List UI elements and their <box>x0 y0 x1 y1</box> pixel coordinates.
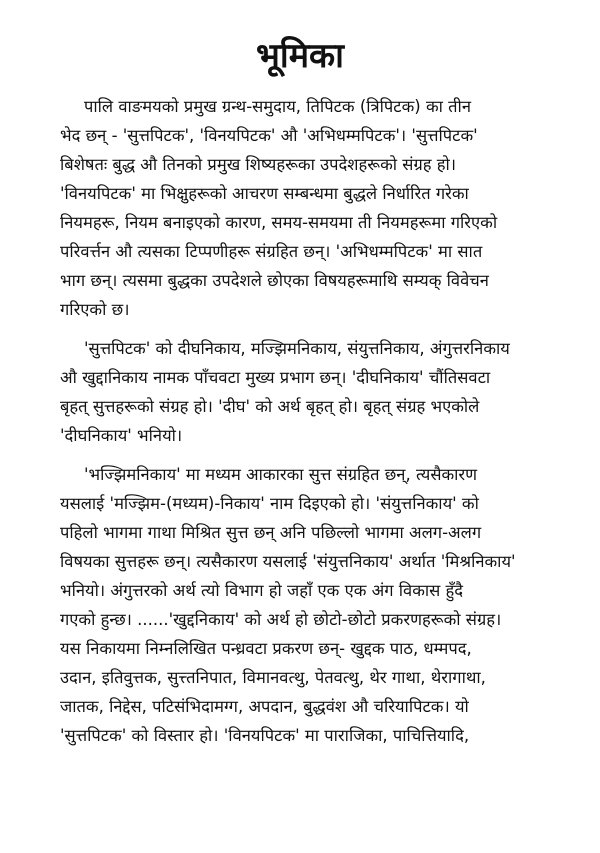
text-line: विषयका सुत्तहरू छन्। त्यसैकारण यसलाई 'संयुत्तनिकाय' अर्थात 'मिश्रनिकाय' <box>60 552 516 571</box>
text-line: भाग छन्। त्यसमा बुद्धका उपदेशले छोएका विषयहरूमाथि सम्यक् विवेचन <box>60 271 489 290</box>
text-line: 'भज्झिमनिकाय' मा मध्यम आकारका सुत्त संग्रहित छन्, त्यसैकारण <box>84 465 478 484</box>
text-line: बिशेषतः बुद्ध औ तिनको प्रमुख शिष्यहरूका उपदेशहरूको संग्रह हो। <box>60 155 457 174</box>
text-line: पहिलो भागमा गाथा मिश्रित सुत्त छन् अनि पछिल्लो भागमा अलग-अलग <box>60 523 482 542</box>
text-line: उदान, इतिवुत्तक, सुत्त्तनिपात, विमानवत्थु, पेतवत्थु, थेर गाथा, थेरागाथा, <box>60 668 486 687</box>
text-line: गएको हुन्छ। ......'खुद्दनिकाय' को अर्थ हो छोटो-छोटो प्रकरणहरूको संग्रह। <box>60 610 502 629</box>
paragraph-2 <box>60 334 560 450</box>
text-line: बृहत् सुत्तहरूको संग्रह हो। 'दीघ' को अर्थ बृहत् हो। बृहत् संग्रह भएकोले <box>60 397 480 416</box>
text-line: यस निकायमा निम्नलिखित पन्ध्रवटा प्रकरण छन्- खुद्दक पाठ, धम्मपद, <box>60 639 472 658</box>
page-title: भूमिका <box>256 36 344 76</box>
text-line: परिवर्त्तन औ त्यसका टिप्पणीहरू संग्रहित छन्। 'अभिधम्मपिटक' मा सात <box>60 242 483 261</box>
text-line: औ खुद्दानिकाय नामक पाँचवटा मुख्य प्रभाग छन्। 'दीघनिकाय' चौंतिसवटा <box>60 368 491 387</box>
text-line: यसलाई 'मज्झिम-(मध्यम)-निकाय' नाम दिइएको हो। 'संयुत्तनिकाय' को <box>60 494 479 513</box>
text-line: पालि वाङमयको प्रमुख ग्रन्थ-समुदाय, तिपिटक (त्रिपिटक) का तीन <box>84 97 471 116</box>
text-line: गरिएको छ। <box>60 300 130 319</box>
text-line: नियमहरू, नियम बनाइएको कारण, समय-समयमा ती नियमहरूमा गरिएको <box>60 213 498 232</box>
paragraph-1 <box>60 92 560 324</box>
text-line: 'दीघनिकाय' भनियो। <box>60 426 183 445</box>
text-line: भनियो। अंगुत्तरको अर्थ त्यो विभाग हो जहाँ एक एक अंग विकास हुँदै <box>60 581 464 600</box>
text-line: 'सुत्तपिटक' को दीघनिकाय, मज्झिमनिकाय, संयुत्तनिकाय, अंगुत्तरनिकाय <box>84 339 510 358</box>
text-line: 'सुत्तपिटक' को विस्तार हो। 'विनयपिटक' मा पाराजिका, पाचित्तियादि, <box>60 726 470 745</box>
body-text <box>60 92 560 750</box>
text-line: जातक, निद्देस, पटिसंभिदामग्ग, अपदान, बुद्धवंश औ चरियापिटक। यो <box>60 697 469 716</box>
text-line: भेद छन् - 'सुत्तपिटक', 'विनयपिटक' औ 'अभिधम्मपिटक'। 'सुत्तपिटक' <box>60 126 478 145</box>
text-line: 'विनयपिटक' मा भिक्षुहरूको आचरण सम्बन्धमा बुद्धले निर्धारित गरेका <box>60 184 469 203</box>
paragraph-3 <box>60 460 560 750</box>
